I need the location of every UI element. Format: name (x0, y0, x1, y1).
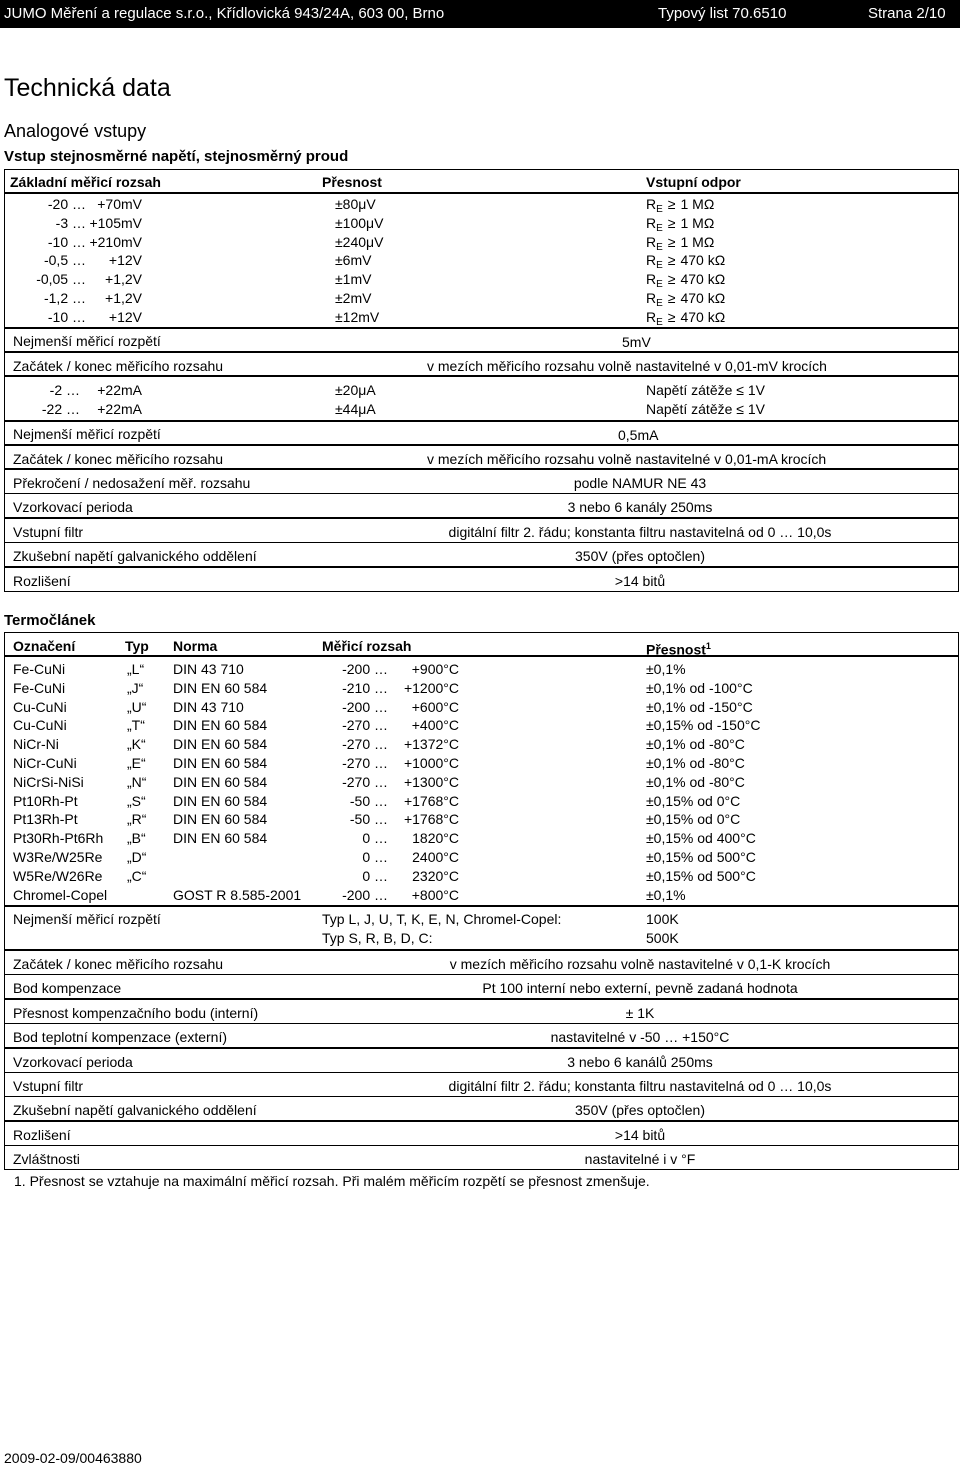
property-label: Vstupní filtr (13, 1078, 84, 1094)
property-value: ± 1K (625, 1004, 655, 1021)
thermocouple-list (4, 656, 959, 906)
range-from-cell: -1,2 … (43, 289, 86, 306)
property-value: Pt 100 interní nebo externí, pevně zadaná hodnota (482, 980, 798, 997)
document-code: 2009-02-09/00463880 (4, 1450, 142, 1466)
thermocouple-norm (173, 848, 301, 867)
range-from-cell: -22 … (41, 400, 80, 417)
range-from-cell: -200 … (342, 698, 388, 715)
thermocouple-name: Pt30Rh-Pt6Rh (13, 830, 104, 847)
page-title: Technická data (4, 74, 171, 102)
range-from-cell: -270 … (342, 754, 388, 771)
property-label: Zkušební napětí galvanického oddělení (13, 548, 257, 565)
range-from-cell: -10 … (47, 308, 86, 325)
range-to-cell: +105mV (89, 214, 142, 231)
thermocouple-norm: DIN EN 60 584 (173, 792, 268, 809)
range-to-cell: +1768°C (403, 811, 459, 828)
accuracy-cell: ±0,1% od -100°C (646, 679, 753, 696)
current-ranges-block (4, 376, 959, 421)
thermocouple-name: Pt10Rh-Pt (13, 792, 78, 809)
thermocouple-type: „S“ (127, 792, 146, 809)
col-header-accuracy: Přesnost (322, 174, 382, 190)
range-to-cell: 1820°C (412, 830, 459, 847)
property-value: v mezích měřicího rozsahu volně nastavitelné v 0,1-K krocích (449, 956, 831, 972)
row-voltage-range (4, 352, 959, 376)
thermo-norms (173, 660, 301, 904)
range-from-cell: -3 … (55, 214, 86, 231)
thermocouple-norm: DIN 43 710 (173, 698, 244, 715)
thermocouple-name: W3Re/W25Re (13, 848, 103, 865)
thermocouple-name: NiCr-Ni (13, 736, 59, 753)
row-current-range (4, 445, 959, 469)
range-to-cell: +12V (108, 252, 142, 269)
property-value: 3 nebo 6 kanálů 250ms (567, 1053, 713, 1070)
span-line2-value: 500K (646, 930, 679, 946)
value: 5mV (622, 334, 651, 350)
range-to-cell: +1,2V (105, 271, 142, 288)
document-type: Typový list 70.6510 (658, 5, 787, 22)
thermocouple-type: „U“ (127, 698, 147, 715)
thermocouple-norm: DIN 43 710 (173, 661, 244, 677)
row-thermo-span (4, 906, 959, 950)
property-row (4, 950, 959, 975)
voltage-range-from (5, 195, 86, 327)
range-from-cell: -200 … (342, 886, 388, 903)
thermocouple-type: „E“ (127, 754, 146, 771)
range-from-cell: 0 … (362, 848, 388, 865)
col-header-type: Typ (125, 638, 149, 654)
property-row (4, 518, 959, 543)
range-to-cell: +1768°C (403, 792, 459, 809)
property-row (4, 1121, 959, 1146)
thermocouple-title: Termočlánek (4, 612, 96, 629)
property-row (4, 493, 959, 518)
thermocouple-norm: DIN EN 60 584 (173, 754, 268, 771)
thermocouple-norm: DIN EN 60 584 (173, 811, 268, 828)
current-accuracy (335, 381, 376, 419)
range-to-cell: +1,2V (105, 289, 142, 306)
load-voltage-cell: Napětí zátěže ≤ 1V (646, 400, 765, 417)
property-value: >14 bitů (614, 572, 666, 589)
accuracy-cell: ±0,15% od -150°C (646, 717, 761, 734)
property-label: Zvláštnosti (13, 1151, 80, 1168)
property-value: >14 bitů (614, 1126, 666, 1143)
thermocouple-type: „B“ (127, 830, 146, 847)
thermocouple-name: W5Re/W26Re (13, 867, 103, 884)
page-header (0, 0, 960, 28)
section-title: Analogové vstupy (4, 121, 147, 141)
property-label: Zkušební napětí galvanického oddělení (13, 1102, 257, 1119)
thermocouple-name: NiCr-CuNi (13, 754, 77, 771)
property-row (4, 974, 959, 999)
row-current-span (4, 421, 959, 445)
span-line2-label: Typ S, R, B, D, C: (322, 930, 433, 946)
property-row (4, 1023, 959, 1048)
thermocouple-type: „R“ (127, 811, 147, 828)
range-to-cell: +400°C (411, 717, 459, 734)
range-to-cell: +1200°C (403, 679, 459, 696)
accuracy-cell: ±100μV (335, 214, 384, 231)
resistance-cell: $R_E \ge 1$ MΩ (646, 196, 715, 215)
resistance-cell: $R_E \ge 1$ MΩ (646, 214, 715, 234)
range-from-cell: -0,05 … (36, 271, 86, 288)
thermo-range-to (387, 660, 459, 904)
company-address: JUMO Měření a regulace s.r.o., Křídlovická 943/24A, 603 00, Brno (4, 5, 445, 22)
thermocouple-type (127, 886, 146, 905)
range-to-cell: 2320°C (412, 867, 459, 884)
analog-header-row (4, 169, 959, 193)
property-row (4, 567, 959, 592)
accuracy-cell: ±1mV (335, 271, 372, 288)
label: Nejmenší měřicí rozpětí (13, 333, 161, 349)
thermocouple-norm: DIN EN 60 584 (173, 679, 268, 696)
range-from-cell: -0,5 … (43, 252, 86, 269)
thermocouple-norm: DIN EN 60 584 (173, 717, 268, 734)
label: Začátek / konec měřicího rozsahu (13, 451, 224, 467)
range-from-cell: -270 … (342, 717, 388, 734)
voltage-ranges-block (4, 193, 959, 328)
thermocouple-norm (173, 867, 301, 886)
voltage-range-to (85, 195, 142, 327)
property-value: podle NAMUR NE 43 (573, 475, 707, 491)
accuracy-cell: ±0,15% od 500°C (646, 848, 756, 865)
thermocouple-name: Cu-CuNi (13, 698, 67, 715)
voltage-input-resistance (646, 195, 725, 327)
resistance-cell: $R_E \ge 1$ MΩ (646, 233, 715, 253)
range-from-cell: 0 … (362, 830, 388, 847)
current-load-voltage (646, 381, 765, 419)
range-from-cell: 0 … (362, 867, 388, 884)
property-row (4, 1072, 959, 1097)
col-header-resistance: Vstupní odpor (646, 174, 741, 190)
property-row (4, 1048, 959, 1073)
thermocouple-type: „C“ (127, 867, 147, 884)
footnote: 1. Přesnost se vztahuje na maximální měřicí rozsah. Při malém měřicím rozpětí se přesnost zmenšuje. (14, 1173, 650, 1189)
col-header-accuracy: Přesnost$^1$ (646, 641, 711, 658)
accuracy-cell: ±12mV (335, 308, 380, 325)
property-value: digitální filtr 2. řádu; konstanta filtru nastavitelná od 0 … 10,0s (448, 523, 832, 540)
row-voltage-span (4, 328, 959, 352)
col-header-range: Měřicí rozsah (322, 638, 412, 654)
range-from-cell: -270 … (342, 773, 388, 790)
range-to-cell: +210mV (89, 233, 142, 250)
property-value: nastavitelné v -50 … +150°C (550, 1029, 730, 1046)
span-line1-value: 100K (646, 911, 679, 927)
property-row (4, 1096, 959, 1121)
property-value: nastavitelné i v °F (584, 1151, 696, 1168)
thermocouple-type: „J“ (127, 679, 144, 696)
range-to-cell: 2400°C (412, 848, 459, 865)
property-label: Vstupní filtr (13, 523, 84, 540)
range-to-cell: +1000°C (403, 754, 459, 771)
thermo-names (13, 660, 107, 904)
range-from-cell: -20 … (47, 196, 86, 212)
property-value: digitální filtr 2. řádu; konstanta filtru nastavitelná od 0 … 10,0s (448, 1078, 832, 1094)
col-header-norm: Norma (173, 638, 218, 654)
thermocouple-type: „T“ (127, 717, 145, 734)
property-value: 350V (přes optočlen) (575, 1102, 705, 1119)
range-to-cell: +22mA (97, 382, 142, 398)
thermo-range-from (305, 660, 388, 904)
property-label: Začátek / konec měřicího rozsahu (13, 956, 224, 972)
value: v mezích měřicího rozsahu volně nastavitelné v 0,01-mV krocích (427, 358, 827, 374)
thermocouple-name: Fe-CuNi (13, 679, 66, 696)
accuracy-cell: ±0,1% (646, 886, 686, 903)
property-value: 3 nebo 6 kanály 250ms (567, 499, 713, 516)
accuracy-cell: ±2mV (335, 289, 372, 306)
load-voltage-cell: Napětí zátěže ≤ 1V (646, 382, 765, 398)
range-from-cell: -50 … (349, 811, 388, 828)
range-to-cell: +12V (108, 308, 142, 325)
accuracy-cell: ±0,1% od -80°C (646, 754, 745, 771)
thermocouple-name: NiCrSi-NiSi (13, 773, 84, 790)
accuracy-cell: ±0,1% od -80°C (646, 773, 745, 790)
current-range-to (80, 381, 142, 419)
range-to-cell: +900°C (411, 661, 459, 677)
range-to-cell: +70mV (97, 196, 142, 212)
range-from-cell: -200 … (342, 661, 388, 677)
thermo-accuracy (646, 660, 760, 904)
thermo-header-row (4, 632, 959, 656)
range-from-cell: -10 … (47, 233, 86, 250)
thermocouple-type: „N“ (127, 773, 147, 790)
label: Nejmenší měřicí rozpětí (13, 426, 161, 442)
span-line1-label: Typ L, J, U, T, K, E, N, Chromel-Copel: (322, 911, 562, 927)
property-label: Bod teplotní kompenzace (externí) (13, 1029, 228, 1046)
thermo-types (127, 660, 146, 904)
resistance-cell: $R_E \ge 470$ kΩ (646, 289, 726, 309)
resistance-cell: $R_E \ge 470$ kΩ (646, 308, 726, 328)
accuracy-cell: ±0,15% od 400°C (646, 830, 756, 847)
thermocouple-type: „K“ (127, 736, 146, 753)
range-to-cell: +1300°C (403, 773, 459, 790)
property-label: Bod kompenzace (13, 980, 122, 997)
range-from-cell: -270 … (342, 736, 388, 753)
accuracy-cell: ±0,1% (646, 661, 686, 677)
property-row (4, 1145, 959, 1170)
col-header-range: Základní měřicí rozsah (10, 174, 161, 190)
range-to-cell: +1372°C (403, 736, 459, 753)
property-label: Vzorkovací perioda (13, 499, 133, 516)
property-label: Rozlišení (13, 572, 71, 589)
property-label: Přesnost kompenzačního bodu (interní) (13, 1004, 259, 1021)
range-to-cell: +22mA (97, 400, 142, 417)
value: v mezích měřicího rozsahu volně nastavitelné v 0,01-mA krocích (427, 451, 827, 467)
range-to-cell: +600°C (411, 698, 459, 715)
range-from-cell: -210 … (342, 679, 388, 696)
page-number: Strana 2/10 (868, 5, 946, 22)
property-label: Překročení / nedosažení měř. rozsahu (13, 475, 251, 491)
label: Začátek / konec měřicího rozsahu (13, 358, 224, 374)
property-row (4, 469, 959, 494)
accuracy-cell: ±0,15% od 0°C (646, 792, 741, 809)
accuracy-cell: ±20μA (335, 382, 376, 398)
thermocouple-name: Chromel-Copel (13, 886, 108, 903)
thermocouple-norm: DIN EN 60 584 (173, 736, 268, 753)
value: 0,5mA (618, 427, 659, 443)
property-label: Rozlišení (13, 1126, 71, 1143)
resistance-cell: $R_E \ge 470$ kΩ (646, 271, 726, 291)
thermocouple-norm: DIN EN 60 584 (173, 830, 268, 847)
property-value: 350V (přes optočlen) (575, 548, 705, 565)
col-header-name: Označení (13, 638, 76, 654)
range-to-cell: +800°C (411, 886, 459, 903)
accuracy-cell: ±0,1% od -150°C (646, 698, 753, 715)
thermocouple-norm: GOST R 8.585-2001 (173, 886, 302, 903)
label: Nejmenší měřicí rozpětí (13, 911, 161, 927)
thermocouple-norm: DIN EN 60 584 (173, 773, 268, 790)
voltage-accuracy (335, 195, 383, 327)
thermocouple-name: Fe-CuNi (13, 661, 66, 677)
accuracy-cell: ±0,15% od 0°C (646, 811, 741, 828)
thermocouple-name: Cu-CuNi (13, 717, 67, 734)
subsection-title: Vstup stejnosměrné napětí, stejnosměrný proud (4, 148, 349, 165)
accuracy-cell: ±44μA (335, 400, 376, 417)
accuracy-cell: ±240μV (335, 233, 384, 250)
current-range-from (5, 381, 80, 419)
property-row (4, 999, 959, 1024)
accuracy-cell: ±0,15% od 500°C (646, 867, 756, 884)
thermocouple-type: „L“ (127, 661, 145, 677)
thermocouple-name: Pt13Rh-Pt (13, 811, 78, 828)
property-row (4, 542, 959, 567)
range-from-cell: -50 … (349, 792, 388, 809)
accuracy-cell: ±0,1% od -80°C (646, 736, 745, 753)
property-label: Vzorkovací perioda (13, 1053, 133, 1070)
accuracy-cell: ±6mV (335, 252, 372, 269)
accuracy-cell: ±80μV (335, 196, 376, 212)
thermocouple-type: „D“ (127, 848, 147, 865)
range-from-cell: -2 … (49, 382, 80, 398)
resistance-cell: $R_E \ge 470$ kΩ (646, 252, 726, 272)
